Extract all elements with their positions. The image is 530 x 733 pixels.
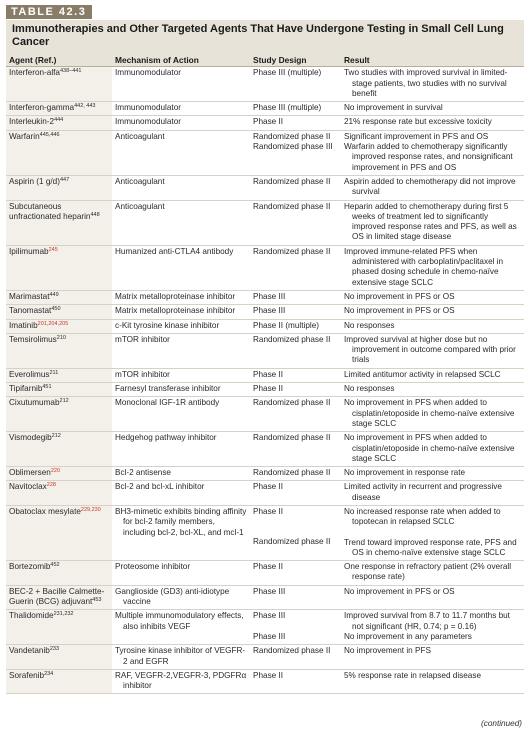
reference-number: 231,232 [53,611,74,618]
study-design-text: Phase III (multiple) [253,68,322,78]
design-cell [250,561,341,586]
table-row [6,561,524,586]
study-design-text: Randomized phase II [253,246,331,256]
agent-name: Subcutaneous unfractionated heparin [9,201,91,221]
result-cell [341,585,524,610]
agent-cell [6,481,112,506]
table-caption: Immunotherapies and Other Targeted Agents That Have Undergone Testing in Small Cell Lung Cancer [6,20,524,53]
mechanism-cell [112,432,250,467]
agent-name: Vismodegib [9,433,52,443]
agent-cell [6,130,112,175]
result-text: No improvement in PFS or OS [344,586,455,596]
table-label: TABLE 42.3 [6,5,92,19]
design-cell [250,669,341,694]
agent-cell [6,200,112,245]
agent-cell [6,368,112,382]
agent-cell [6,383,112,397]
mechanism-cell [112,116,250,130]
mechanism-text: Tyrosine kinase inhibitor of VEGFR-2 and EGFR [115,646,246,666]
reference-number: 211 [49,369,59,376]
study-design-text: Randomized phase II [253,176,331,186]
result-cell [341,610,524,645]
mechanism-text: Monoclonal IGF-1R antibody [115,398,220,408]
result-text: No improvement in PFS when added to cisplatin/etoposide in chemo-naïve extensive stage SCLC [344,398,515,428]
result-cell [341,383,524,397]
agent-cell [6,305,112,319]
reference-number: 212 [51,433,61,440]
agent-cell [6,116,112,130]
reference-number: 233 [49,646,60,653]
study-design-text: Phase III [253,306,286,316]
design-cell [250,333,341,368]
agent-name: Warfarin [9,131,40,141]
table-row [6,645,524,670]
mechanism-text: Proteosome inhibitor [115,562,191,572]
table-row [6,116,524,130]
table-body [6,67,524,694]
result-cell [341,432,524,467]
mechanism-text: mTOR inhibitor [115,369,170,379]
table-row [6,397,524,432]
result-cell [341,290,524,304]
study-design-text: Randomized phase II [253,398,331,408]
reference-number: 228 [46,482,56,489]
agent-name: Interferon-alfa [9,68,60,78]
design-cell [250,481,341,506]
data-table [6,53,524,694]
reference-number: 212 [59,398,69,405]
design-cell [250,245,341,290]
result-text: Significant improvement in PFS and OS [344,131,489,141]
mechanism-cell [112,610,250,645]
mechanism-cell [112,175,250,200]
table-row [6,102,524,116]
agent-cell [6,669,112,694]
agent-name: Oblimersen [9,468,51,478]
agent-name: Bortezomib [9,562,51,572]
design-cell [250,175,341,200]
reference-number: 438–441 [59,68,82,75]
result-text: No improvement in any parameters [344,631,472,641]
result-text: No improvement in PFS or OS [344,306,455,316]
mechanism-text: Immunomodulator [115,117,181,127]
result-cell [341,397,524,432]
header-result: Result [341,53,524,67]
agent-name: Tipifarnib [9,384,43,394]
agent-cell [6,290,112,304]
agent-cell [6,245,112,290]
result-text: No improvement in PFS [344,646,431,656]
agent-cell [6,102,112,116]
agent-name: Imatinib [9,320,38,330]
study-design-text: Phase III (multiple) [253,103,322,113]
reference-number: 444 [54,117,64,124]
mechanism-cell [112,130,250,175]
mechanism-cell [112,200,250,245]
design-cell [250,432,341,467]
reference-number: 201,204,205 [37,320,69,327]
mechanism-cell [112,467,250,481]
result-text: 5% response rate in relapsed disease [344,670,481,680]
result-text: Improved survival from 8.7 to 11.7 months but not significant (HR, 0.74; p = 0.16) [344,611,510,631]
study-design-text: Randomized phase II [253,433,331,443]
mechanism-text: Ganglioside (GD3) anti-idiotype vaccine [115,586,230,607]
design-cell [250,130,341,175]
result-cell [341,645,524,670]
result-text: Limited antitumor activity in relapsed SCLC [344,369,501,379]
result-cell [341,333,524,368]
result-cell [341,561,524,586]
result-text: No responses [344,320,395,330]
table-row [6,175,524,200]
design-cell [250,505,341,560]
table-row [6,319,524,333]
mechanism-cell [112,245,250,290]
agent-name: Interferon-gamma [9,103,75,113]
result-cell [341,669,524,694]
mechanism-cell [112,669,250,694]
result-cell [341,200,524,245]
design-cell [250,102,341,116]
study-design-text: Randomized phase II [253,646,331,656]
table-row [6,130,524,175]
agent-name: Temsirolimus [9,334,57,344]
reference-number: 445,446 [39,131,60,138]
reference-number: 234 [44,670,54,677]
mechanism-text: Matrix metalloproteinase inhibitor [115,291,236,301]
agent-cell [6,467,112,481]
mechanism-cell [112,102,250,116]
result-text: Limited activity in recurrent and progressive disease [344,482,502,502]
agent-name: Tanomastat [9,306,52,316]
mechanism-text: Hedgehog pathway inhibitor [115,433,217,443]
table-row [6,432,524,467]
mechanism-cell [112,290,250,304]
reference-number: 453 [92,597,102,604]
mechanism-text: Multiple immunomodulatory effects, also inhibits VEGF [115,611,244,631]
reference-number: 442, 443 [74,103,96,110]
reference-number: 448 [90,211,100,218]
reference-number: 452 [50,562,60,569]
agent-name: Thalidomide [9,611,54,621]
design-cell [250,67,341,102]
result-cell [341,245,524,290]
agent-cell [6,432,112,467]
table-row [6,669,524,694]
agent-cell [6,319,112,333]
agent-name: Interleukin-2 [9,117,55,127]
mechanism-text: BH3-mimetic exhibits binding affinity for bcl-2 family members, including bcl-2, bcl-XL, and mcl-1 [115,506,247,537]
design-cell [250,368,341,382]
mechanism-cell [112,505,250,560]
study-design-text: Phase II (multiple) [253,320,319,330]
table-row [6,467,524,481]
mechanism-cell [112,305,250,319]
mechanism-cell [112,333,250,368]
result-text: Improved immune-related PFS when administered with carboplatin/paclitaxel in phased dosing schedule in chemo-naïve extensive stage SCLC [344,246,504,287]
mechanism-text: Bcl-2 and bcl-xL inhibitor [115,482,205,492]
result-text: No improvement in survival [344,103,443,113]
table-row [6,610,524,645]
mechanism-text: Anticoagulant [115,176,165,186]
reference-number: 451 [42,384,52,391]
agent-cell [6,645,112,670]
result-cell [341,67,524,102]
study-design-text: Randomized phase III [253,142,333,152]
agent-name: Everolimus [9,369,50,379]
result-cell [341,368,524,382]
design-cell [250,290,341,304]
table-row [6,481,524,506]
design-cell [250,305,341,319]
study-design-text: Randomized phase II [253,334,331,344]
agent-cell [6,610,112,645]
agent-name: Sorafenib [9,670,45,680]
result-text: Trend toward improved response rate, PFS and OS in chemo-naïve extensive stage SCLC [344,537,517,557]
table-row [6,305,524,319]
agent-name: Vandetanib [9,646,50,656]
mechanism-cell [112,319,250,333]
header-study-design: Study Design [250,53,341,67]
agent-cell [6,585,112,610]
result-cell [341,481,524,506]
table-row [6,383,524,397]
mechanism-text: RAF, VEGFR-2,VEGFR-3, PDGFRα inhibitor [115,670,247,691]
table-row [6,200,524,245]
mechanism-text: Immunomodulator [115,68,181,78]
reference-number: 447 [59,176,70,183]
agent-cell [6,397,112,432]
mechanism-cell [112,481,250,506]
study-design-text: Randomized phase II [253,201,331,211]
study-design-text: Randomized phase II [253,537,331,547]
design-cell [250,200,341,245]
result-text: One response in refractory patient (2% overall response rate) [344,562,512,582]
mechanism-cell [112,561,250,586]
mechanism-cell [112,645,250,670]
reference-number: 449 [49,291,59,298]
design-cell [250,319,341,333]
agent-cell [6,561,112,586]
study-design-text: Randomized phase II [253,131,331,141]
mechanism-text: Humanized anti-CTLA4 antibody [115,246,234,256]
agent-cell [6,67,112,102]
result-cell [341,175,524,200]
result-text: Aspirin added to chemotherapy did not improve survival [344,176,516,197]
agent-cell [6,333,112,368]
mechanism-text: Farnesyl transferase inhibitor [115,384,221,394]
mechanism-text: c-Kit tyrosine kinase inhibitor [115,320,220,330]
table-row [6,368,524,382]
mechanism-text: Immunomodulator [115,103,181,113]
result-text: Heparin added to chemotherapy during first 5 weeks of treatment led to significantly improved response rates and PFS, as well as OS in limited stage disease [344,201,517,242]
result-cell [341,305,524,319]
agent-name: BEC-2 + Bacille Calmette-Guerin (BCG) adjuvant [9,586,105,607]
result-cell [341,116,524,130]
header-mechanism: Mechanism of Action [112,53,250,67]
study-design-text: Phase II [253,384,284,394]
agent-name: Marimastat [9,291,50,301]
reference-number: 245 [48,246,58,253]
result-cell [341,130,524,175]
result-cell [341,505,524,560]
table-row [6,67,524,102]
table-row [6,333,524,368]
reference-number: 210 [56,334,66,341]
result-cell [341,319,524,333]
continued-note: (continued) [481,719,522,728]
mechanism-text: Anticoagulant [115,201,165,211]
mechanism-text: mTOR inhibitor [115,334,170,344]
study-design-text: Phase II [253,482,284,492]
design-cell [250,610,341,645]
header-row [6,53,524,67]
study-design-text: Phase III [253,631,286,641]
study-design-text: Phase III [253,611,286,621]
table-row [6,245,524,290]
mechanism-text: Bcl-2 antisense [115,468,171,478]
agent-name: Aspirin (1 g/d) [9,176,60,186]
design-cell [250,397,341,432]
result-text: Two studies with improved survival in limited-stage patients, two studies with no survival benefit [344,68,508,98]
design-cell [250,645,341,670]
agent-name: Obatoclax mesylate [9,506,81,516]
mechanism-cell [112,368,250,382]
table-row [6,505,524,560]
result-text: No increased response rate when added to topotecan in relapsed SCLC [344,506,501,527]
agent-name: Cixutumumab [9,398,60,408]
agent-name: Ipilimumab [9,246,49,256]
result-text: Warfarin added to chemotherapy significantly improved response rates, and nonsignificant improvement in PFS and OS [344,142,513,172]
study-design-text: Phase II [253,369,284,379]
mechanism-text: Matrix metalloproteinase inhibitor [115,306,236,316]
result-cell [341,102,524,116]
header-agent: Agent (Ref.) [6,53,112,67]
study-design-text: Phase II [253,562,284,572]
table-row [6,585,524,610]
agent-cell [6,505,112,560]
result-cell [341,467,524,481]
study-design-text: Phase III [253,291,286,301]
mechanism-cell [112,397,250,432]
table-row [6,290,524,304]
study-design-text: Randomized phase II [253,468,331,478]
reference-number: 229,230 [80,506,101,513]
design-cell [250,585,341,610]
reference-number: 450 [51,306,61,313]
mechanism-cell [112,67,250,102]
result-text: No responses [344,384,395,394]
design-cell [250,467,341,481]
result-text: No improvement in PFS when added to cisplatin/etoposide in chemo-naïve extensive stage SCLC [344,433,515,463]
result-text: Improved survival at higher dose but no improvement in outcome compared with prior trials [344,334,516,365]
result-text: No improvement in PFS or OS [344,291,455,301]
reference-number: 220 [50,468,61,475]
design-cell [250,116,341,130]
result-text: No improvement in response rate [344,468,466,478]
study-design-text: Phase III [253,586,286,596]
study-design-text: Phase II [253,506,284,516]
agent-name: Navitoclax [9,482,47,492]
mechanism-text: Anticoagulant [115,131,165,141]
mechanism-cell [112,585,250,610]
study-design-text: Phase II [253,117,284,127]
agent-cell [6,175,112,200]
result-text: 21% response rate but excessive toxicity [344,117,492,127]
mechanism-cell [112,383,250,397]
study-design-text: Phase II [253,670,284,680]
design-cell [250,383,341,397]
